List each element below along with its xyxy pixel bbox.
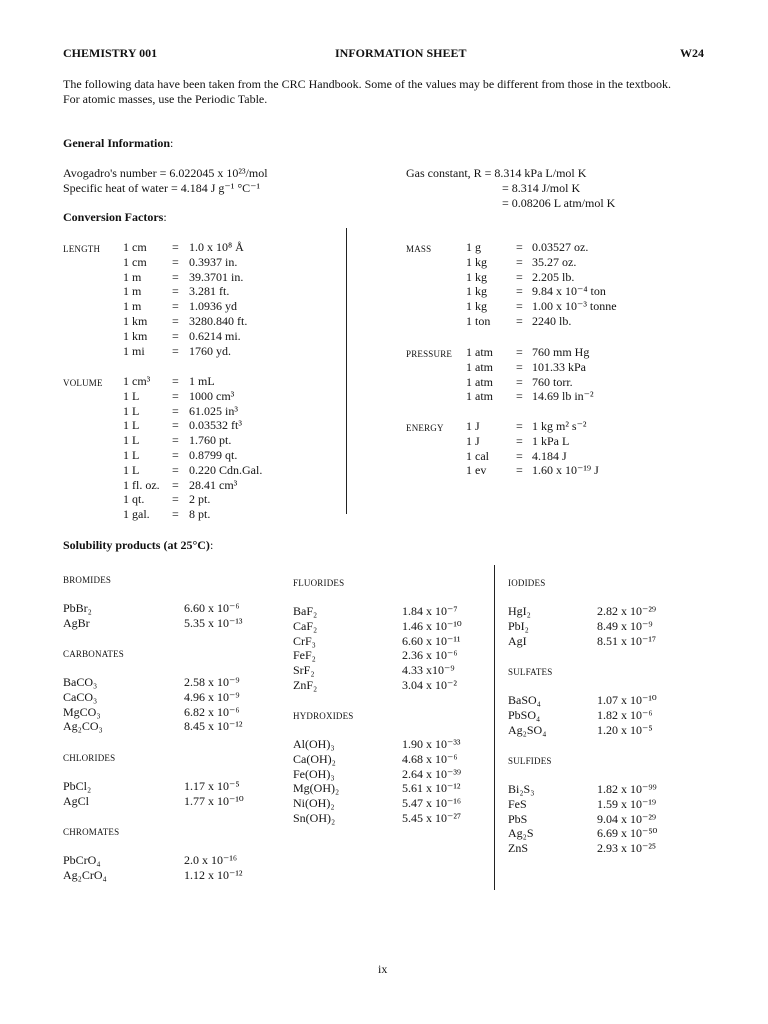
length-value: 0.3937 in. xyxy=(189,254,238,269)
compound-name: PbI₂ xyxy=(508,618,529,633)
pressure-value: 101.33 kPa xyxy=(532,359,586,374)
length-equals: = xyxy=(172,254,179,269)
ksp-value: 1.82 x 10⁻⁹⁹ xyxy=(597,782,657,796)
ksp-value: 8.49 x 10⁻⁹ xyxy=(597,618,653,633)
length-value: 0.6214 mi. xyxy=(189,328,241,343)
length-value: 1.0 x 10⁸ Å xyxy=(189,240,244,254)
energy-equals: = xyxy=(516,433,523,448)
volume-unit: 1 fl. oz. xyxy=(123,477,160,492)
volume-label: VOLUME xyxy=(63,378,103,388)
ksp-value: 3.04 x 10⁻² xyxy=(402,678,457,692)
compound-name: Ca(OH)₂ xyxy=(293,751,336,766)
volume-unit: 1 L xyxy=(123,388,140,403)
pressure-label: PRESSURE xyxy=(406,349,453,359)
gas-constant-1: Gas constant, R = 8.314 kPa L/mol K xyxy=(406,166,587,180)
mass-unit: 1 ton xyxy=(466,314,491,328)
pressure-unit: 1 atm xyxy=(466,374,493,389)
solubility-group-label: CHROMATES xyxy=(63,827,120,837)
mass-equals: = xyxy=(516,269,523,284)
mass-value: 9.84 x 10⁻⁴ ton xyxy=(532,284,606,299)
ksp-value: 5.35 x 10⁻¹³ xyxy=(184,615,243,630)
volume-unit: 1 cm³ xyxy=(123,374,151,388)
volume-value: 1.760 pt. xyxy=(189,433,232,448)
ksp-value: 5.61 x 10⁻¹² xyxy=(402,781,461,796)
length-unit: 1 km xyxy=(123,328,148,343)
solubility-group-label: SULFATES xyxy=(508,667,553,677)
ksp-value: 2.0 x 10⁻¹⁶ xyxy=(184,853,238,867)
compound-name: SrF₂ xyxy=(293,663,315,678)
ksp-value: 2.93 x 10⁻²⁵ xyxy=(597,841,657,856)
mass-value: 1.00 x 10⁻³ tonne xyxy=(532,299,617,314)
volume-unit: 1 L xyxy=(123,433,140,448)
pressure-value: 760 mm Hg xyxy=(532,345,590,359)
ksp-value: 6.82 x 10⁻⁶ xyxy=(184,704,240,719)
energy-value: 1 kPa L xyxy=(532,433,570,448)
length-value: 3.281 ft. xyxy=(189,284,230,299)
energy-unit: 1 J xyxy=(466,419,480,433)
compound-name: Ag₂S xyxy=(508,826,534,841)
volume-value: 2 pt. xyxy=(189,492,211,507)
volume-equals: = xyxy=(172,492,179,507)
length-unit: 1 km xyxy=(123,314,148,328)
general-heading-text: General Information xyxy=(63,136,170,150)
ksp-value: 1.46 x 10⁻¹⁰ xyxy=(402,618,462,633)
ksp-value: 2.36 x 10⁻⁶ xyxy=(402,648,458,663)
length-unit: 1 m xyxy=(123,269,142,284)
course-code: CHEMISTRY 001 xyxy=(63,46,158,60)
compound-name: AgI xyxy=(508,633,527,648)
solubility-group-label: CHLORIDES xyxy=(63,753,116,763)
mass-label: MASS xyxy=(406,244,432,254)
compound-name: Bi₂S₃ xyxy=(508,782,535,796)
length-unit: 1 m xyxy=(123,284,142,299)
ksp-value: 5.45 x 10⁻²⁷ xyxy=(402,811,462,825)
ksp-value: 6.60 x 10⁻¹¹ xyxy=(402,633,461,648)
volume-equals: = xyxy=(172,507,179,522)
compound-name: Mg(OH)₂ xyxy=(293,781,340,796)
energy-value: 1 kg m² s⁻² xyxy=(532,419,587,433)
ksp-value: 8.51 x 10⁻¹⁷ xyxy=(597,633,657,648)
mass-unit: 1 g xyxy=(466,240,481,254)
compound-name: BaSO₄ xyxy=(508,693,541,707)
compound-name: Sn(OH)₂ xyxy=(293,811,336,825)
energy-value: 4.184 J xyxy=(532,448,567,463)
compound-name: AgBr xyxy=(63,615,90,630)
length-value: 1.0936 yd xyxy=(189,299,237,314)
compound-name: Ag₂CO₃ xyxy=(63,719,103,734)
compound-name: PbSO₄ xyxy=(508,707,541,722)
mass-value: 2.205 lb. xyxy=(532,269,575,284)
ksp-value: 5.47 x 10⁻¹⁶ xyxy=(402,796,462,811)
general-heading: General Information: xyxy=(63,136,174,150)
pressure-equals: = xyxy=(516,345,523,359)
conversion-heading: Conversion Factors: xyxy=(63,210,167,224)
length-equals: = xyxy=(172,328,179,343)
length-equals: = xyxy=(172,343,179,358)
ksp-value: 1.82 x 10⁻⁶ xyxy=(597,707,653,722)
conversion-heading-text: Conversion Factors xyxy=(63,210,164,224)
volume-equals: = xyxy=(172,433,179,448)
volume-value: 0.220 Cdn.Gal. xyxy=(189,462,263,477)
solubility-group-label: HYDROXIDES xyxy=(293,711,354,721)
volume-unit: 1 L xyxy=(123,462,140,477)
volume-equals: = xyxy=(172,374,179,388)
length-value: 3280.840 ft. xyxy=(189,314,248,328)
compound-name: BaCO₃ xyxy=(63,675,98,689)
energy-value: 1.60 x 10⁻¹⁹ J xyxy=(532,463,599,478)
compound-name: FeF₂ xyxy=(293,648,316,663)
length-equals: = xyxy=(172,299,179,314)
compound-name: PbCrO₄ xyxy=(63,853,101,867)
volume-unit: 1 L xyxy=(123,403,140,418)
mass-unit: 1 kg xyxy=(466,284,487,299)
compound-name: Al(OH)₃ xyxy=(293,737,335,751)
volume-value: 8 pt. xyxy=(189,507,211,522)
energy-equals: = xyxy=(516,463,523,478)
compound-name: Fe(OH)₃ xyxy=(293,766,335,781)
mass-value: 2240 lb. xyxy=(532,314,572,328)
energy-label: ENERGY xyxy=(406,423,444,433)
page-title: INFORMATION SHEET xyxy=(335,46,467,60)
solubility-group-label: FLUORIDES xyxy=(293,578,345,588)
ksp-value: 4.33 x10⁻⁹ xyxy=(402,663,455,678)
ksp-value: 1.20 x 10⁻⁵ xyxy=(597,722,653,737)
ksp-value: 1.59 x 10⁻¹⁹ xyxy=(597,796,657,811)
length-equals: = xyxy=(172,314,179,328)
compound-name: MgCO₃ xyxy=(63,704,101,719)
compound-name: HgI₂ xyxy=(508,604,531,618)
solubility-group-label: CARBONATES xyxy=(63,649,125,659)
conversion-divider xyxy=(346,228,347,514)
mass-equals: = xyxy=(516,314,523,328)
length-unit: 1 m xyxy=(123,299,142,314)
length-value: 1760 yd. xyxy=(189,343,231,358)
compound-name: Ag₂SO₄ xyxy=(508,722,547,737)
volume-equals: = xyxy=(172,477,179,492)
ksp-value: 6.60 x 10⁻⁶ xyxy=(184,601,240,615)
volume-value: 0.03532 ft³ xyxy=(189,418,242,433)
ksp-value: 1.17 x 10⁻⁵ xyxy=(184,779,240,793)
length-equals: = xyxy=(172,240,179,254)
avogadro-number: Avogadro's number = 6.022045 x 10²³/mol xyxy=(63,166,268,180)
ksp-value: 2.64 x 10⁻³⁹ xyxy=(402,766,462,781)
intro-line-1: The following data have been taken from the CRC Handbook. Some of the values may be different from those in the textbook. xyxy=(63,77,671,91)
solubility-heading-text: Solubility products (at 25°C) xyxy=(63,538,210,552)
mass-value: 35.27 oz. xyxy=(532,254,577,269)
compound-name: Ag₂CrO₄ xyxy=(63,867,107,882)
volume-unit: 1 qt. xyxy=(123,492,145,507)
compound-name: Ni(OH)₂ xyxy=(293,796,335,811)
volume-value: 1 mL xyxy=(189,374,215,388)
energy-unit: 1 cal xyxy=(466,448,489,463)
volume-value: 28.41 cm³ xyxy=(189,477,238,492)
volume-value: 1000 cm³ xyxy=(189,388,235,403)
ksp-value: 1.84 x 10⁻⁷ xyxy=(402,604,458,618)
volume-value: 0.8799 qt. xyxy=(189,448,238,462)
length-label: LENGTH xyxy=(63,244,101,254)
pressure-equals: = xyxy=(516,374,523,389)
ksp-value: 2.82 x 10⁻²⁹ xyxy=(597,604,657,618)
length-value: 39.3701 in. xyxy=(189,269,244,284)
compound-name: BaF₂ xyxy=(293,604,318,618)
solubility-group-label: SULFIDES xyxy=(508,756,552,766)
compound-name: CaF₂ xyxy=(293,618,318,633)
volume-equals: = xyxy=(172,388,179,403)
energy-unit: 1 J xyxy=(466,433,480,448)
pressure-unit: 1 atm xyxy=(466,345,493,359)
volume-equals: = xyxy=(172,403,179,418)
pressure-equals: = xyxy=(516,359,523,374)
pressure-value: 760 torr. xyxy=(532,374,573,389)
compound-name: PbCl₂ xyxy=(63,779,92,793)
pressure-equals: = xyxy=(516,389,523,404)
ksp-value: 2.58 x 10⁻⁹ xyxy=(184,675,240,689)
ksp-value: 1.90 x 10⁻³³ xyxy=(402,737,461,751)
pressure-unit: 1 atm xyxy=(466,389,493,404)
ksp-value: 9.04 x 10⁻²⁹ xyxy=(597,811,657,826)
mass-unit: 1 kg xyxy=(466,299,487,314)
ksp-value: 1.77 x 10⁻¹⁰ xyxy=(184,793,244,808)
energy-unit: 1 ev xyxy=(466,463,487,478)
mass-equals: = xyxy=(516,299,523,314)
volume-value: 61.025 in³ xyxy=(189,403,238,418)
compound-name: PbBr₂ xyxy=(63,601,92,615)
pressure-unit: 1 atm xyxy=(466,359,493,374)
compound-name: AgCl xyxy=(63,793,90,808)
length-equals: = xyxy=(172,269,179,284)
mass-unit: 1 kg xyxy=(466,269,487,284)
gas-constant-2: = 8.314 J/mol K xyxy=(502,181,581,195)
solubility-divider xyxy=(494,565,495,890)
mass-equals: = xyxy=(516,240,523,254)
volume-unit: 1 L xyxy=(123,448,140,462)
mass-unit: 1 kg xyxy=(466,254,487,269)
mass-equals: = xyxy=(516,284,523,299)
ksp-value: 8.45 x 10⁻¹² xyxy=(184,719,243,734)
volume-unit: 1 L xyxy=(123,418,140,433)
compound-name: ZnF₂ xyxy=(293,678,318,692)
energy-equals: = xyxy=(516,448,523,463)
compound-name: ZnS xyxy=(508,841,529,856)
length-equals: = xyxy=(172,284,179,299)
intro-line-2: For atomic masses, use the Periodic Table. xyxy=(63,92,268,106)
compound-name: PbS xyxy=(508,811,528,826)
mass-equals: = xyxy=(516,254,523,269)
volume-equals: = xyxy=(172,418,179,433)
compound-name: FeS xyxy=(508,796,527,811)
solubility-group-label: IODIDES xyxy=(508,578,546,588)
ksp-value: 6.69 x 10⁻⁵⁰ xyxy=(597,826,658,841)
length-unit: 1 cm xyxy=(123,254,147,269)
solubility-heading: Solubility products (at 25°C): xyxy=(63,538,214,552)
volume-equals: = xyxy=(172,448,179,462)
gas-constant-3: = 0.08206 L atm/mol K xyxy=(502,196,616,210)
page-number: ix xyxy=(378,962,388,976)
energy-equals: = xyxy=(516,419,523,433)
mass-value: 0.03527 oz. xyxy=(532,240,589,254)
pressure-value: 14.69 lb in⁻² xyxy=(532,389,594,404)
compound-name: CaCO₃ xyxy=(63,689,98,704)
length-unit: 1 mi xyxy=(123,343,145,358)
ksp-value: 1.07 x 10⁻¹⁰ xyxy=(597,693,657,707)
ksp-value: 4.96 x 10⁻⁹ xyxy=(184,689,240,704)
solubility-group-label: BROMIDES xyxy=(63,575,112,585)
compound-name: CrF₃ xyxy=(293,633,316,648)
term-code: W24 xyxy=(680,46,704,60)
ksp-value: 1.12 x 10⁻¹² xyxy=(184,867,243,882)
specific-heat-water: Specific heat of water = 4.184 J g⁻¹ °C⁻¹ xyxy=(63,181,261,195)
volume-unit: 1 gal. xyxy=(123,507,150,522)
ksp-value: 4.68 x 10⁻⁶ xyxy=(402,751,458,766)
length-unit: 1 cm xyxy=(123,240,147,254)
volume-equals: = xyxy=(172,462,179,477)
